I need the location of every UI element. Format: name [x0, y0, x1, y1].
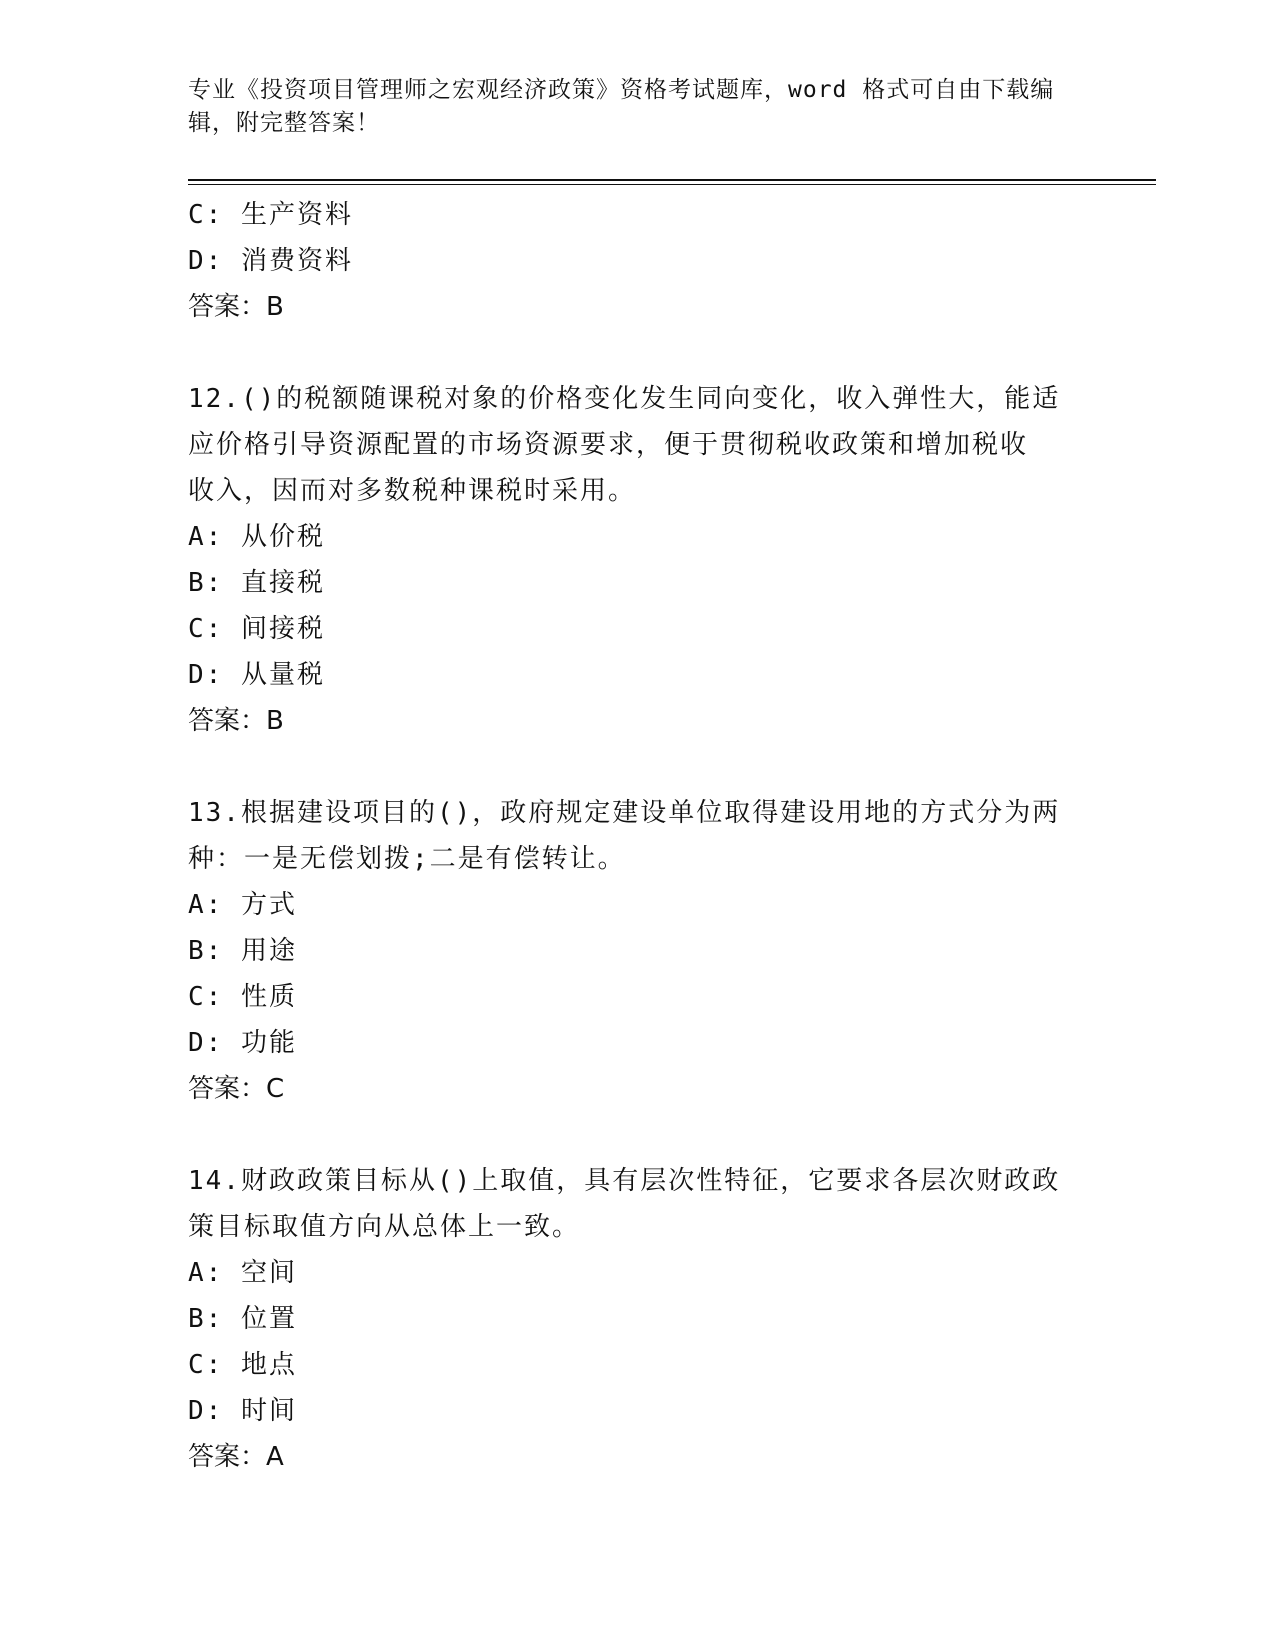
header-line-2: 辑，附完整答案！	[188, 110, 380, 136]
question-13	[188, 790, 1088, 1112]
answer-line: 答案：C	[188, 1074, 285, 1104]
option-a: A: 从价税	[188, 522, 325, 552]
option-b: B: 位置	[188, 1304, 297, 1334]
question-14	[188, 1158, 1088, 1480]
option-a: A: 方式	[188, 890, 297, 920]
option-d: D: 时间	[188, 1396, 297, 1426]
option-d: D: 功能	[188, 1028, 297, 1058]
spacer	[188, 330, 1088, 376]
header-divider-thin	[188, 184, 1156, 185]
header-divider-thick	[188, 179, 1156, 181]
stem-line: 策目标取值方向从总体上一致。	[188, 1212, 581, 1242]
option-c: C: 生产资料	[188, 200, 353, 230]
question-stem	[188, 1158, 1088, 1250]
option-b: B: 直接税	[188, 568, 325, 598]
header-line-1: 专业《投资项目管理师之宏观经济政策》资格考试题库，word 格式可自由下载编	[188, 77, 1055, 103]
spacer	[188, 1112, 1088, 1158]
stem-line: 收入，因而对多数税种课税时采用。	[188, 476, 637, 506]
answer-line: 答案：B	[188, 706, 284, 736]
stem-line: 14.财政政策目标从()上取值，具有层次性特征，它要求各层次财政政	[188, 1166, 1061, 1196]
question-12	[188, 376, 1088, 744]
question-list	[188, 192, 1088, 1480]
question-stem	[188, 376, 1088, 514]
option-d: D: 消费资料	[188, 246, 353, 276]
option-c: C: 间接税	[188, 614, 325, 644]
option-b: B: 用途	[188, 936, 297, 966]
question-stem	[188, 790, 1088, 882]
answer-line: 答案：A	[188, 1442, 284, 1472]
option-d: D: 从量税	[188, 660, 325, 690]
stem-line: 应价格引导资源配置的市场资源要求，便于贯彻税收政策和增加税收	[188, 430, 1029, 460]
stem-line: 13.根据建设项目的()，政府规定建设单位取得建设用地的方式分为两	[188, 798, 1061, 828]
stem-line: 12.()的税额随课税对象的价格变化发生同向变化，收入弹性大，能适	[188, 384, 1061, 414]
option-c: C: 性质	[188, 982, 297, 1012]
option-c: C: 地点	[188, 1350, 297, 1380]
question-partial	[188, 192, 1088, 330]
stem-line: 种：一是无偿划拨;二是有偿转让。	[188, 844, 626, 874]
answer-line: 答案：B	[188, 292, 284, 322]
spacer	[188, 744, 1088, 790]
option-a: A: 空间	[188, 1258, 297, 1288]
document-header	[188, 74, 1088, 140]
